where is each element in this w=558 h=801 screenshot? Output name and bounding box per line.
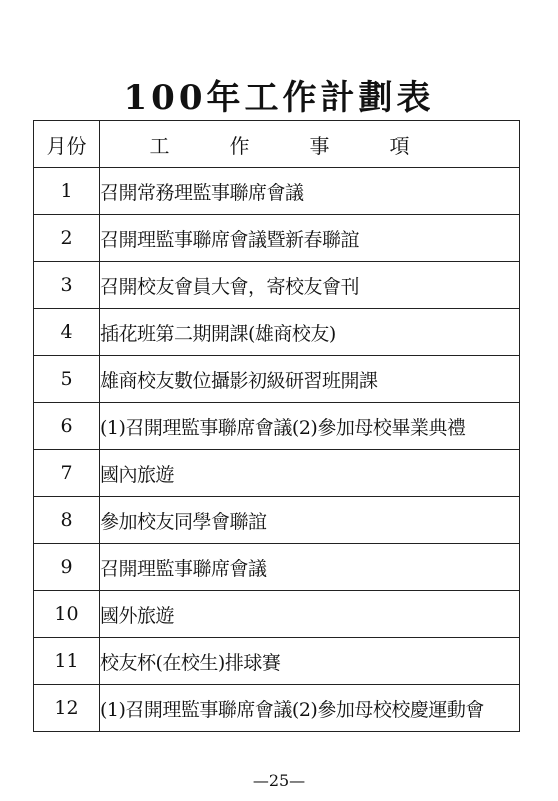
month-cell: 11 [34, 638, 100, 685]
table-row [34, 356, 520, 403]
month-cell: 2 [34, 215, 100, 262]
month-cell: 7 [34, 450, 100, 497]
page-title: 100年工作計劃表 [123, 78, 435, 118]
item-cell: 召開理監事聯席會議暨新春聯誼 [100, 215, 520, 262]
table-header-row [34, 121, 520, 168]
month-cell: 9 [34, 544, 100, 591]
table-row [34, 309, 520, 356]
table-row [34, 215, 520, 262]
item-cell: 召開理監事聯席會議 [100, 544, 520, 591]
month-cell: 6 [34, 403, 100, 450]
item-cell: 國內旅遊 [100, 450, 520, 497]
item-cell: 插花班第二期開課(雄商校友) [100, 309, 520, 356]
table-row [34, 450, 520, 497]
item-cell: 國外旅遊 [100, 591, 520, 638]
table-row [34, 403, 520, 450]
table-row [34, 497, 520, 544]
month-cell: 8 [34, 497, 100, 544]
month-cell: 5 [34, 356, 100, 403]
item-cell: 雄商校友數位攝影初級研習班開課 [100, 356, 520, 403]
table-row [34, 638, 520, 685]
item-cell: 參加校友同學會聯誼 [100, 497, 520, 544]
month-cell: 12 [34, 685, 100, 732]
item-cell: 召開校友會員大會，寄校友會刊 [100, 262, 520, 309]
item-cell: 校友杯(在校生)排球賽 [100, 638, 520, 685]
month-cell: 1 [34, 168, 100, 215]
month-cell: 3 [34, 262, 100, 309]
table-row [34, 262, 520, 309]
table-row [34, 591, 520, 638]
table-row [34, 544, 520, 591]
month-cell: 4 [34, 309, 100, 356]
work-plan-table [33, 120, 520, 732]
page-number: —25— [252, 771, 306, 790]
month-cell: 10 [34, 591, 100, 638]
month-column-header: 月份 [34, 121, 100, 168]
item-cell: 召開常務理監事聯席會議 [100, 168, 520, 215]
item-cell: (1)召開理監事聯席會議(2)參加母校校慶運動會 [100, 685, 520, 732]
item-cell: (1)召開理監事聯席會議(2)參加母校畢業典禮 [100, 403, 520, 450]
items-column-header: 工作事項 [100, 121, 520, 168]
table-row [34, 168, 520, 215]
table-row [34, 685, 520, 732]
